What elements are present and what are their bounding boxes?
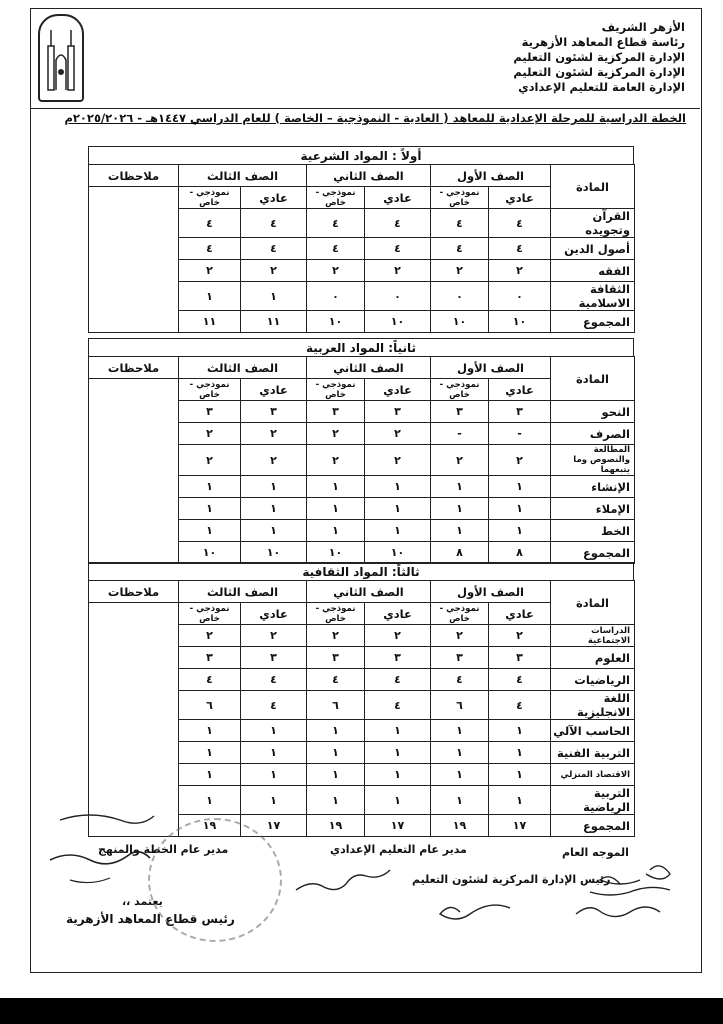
hours-cell: ٤ — [365, 669, 431, 691]
model-private-header: نموذجي - خاص — [431, 379, 489, 401]
grade3-header: الصف الثالث — [179, 357, 307, 379]
hours-cell: ٤ — [489, 669, 551, 691]
subject-cell: التربية الفنية — [551, 742, 635, 764]
hours-cell: ١ — [489, 476, 551, 498]
subject-cell: الثقافة الاسلامية — [551, 282, 635, 311]
hours-cell: ٠ — [365, 282, 431, 311]
hours-cell: ٢ — [365, 260, 431, 282]
study-plan-table — [88, 164, 635, 333]
hours-cell: ٢ — [179, 625, 241, 647]
azhar-logo — [38, 14, 84, 102]
hours-cell: ٤ — [431, 209, 489, 238]
hours-cell: ١ — [431, 720, 489, 742]
hours-cell: ٤ — [489, 209, 551, 238]
plan-director-label: مدير عام الخطة والمنهج — [98, 843, 229, 856]
hours-cell: ١ — [241, 476, 307, 498]
hours-cell: ١٠ — [307, 311, 365, 333]
hours-cell: ٤ — [431, 238, 489, 260]
subject-cell: العلوم — [551, 647, 635, 669]
grade3-header: الصف الثالث — [179, 165, 307, 187]
prep-director-label: مدير عام التعليم الإعدادي — [330, 843, 467, 856]
section-title: ثانياً: المواد العربية — [88, 338, 634, 357]
regular-header: عادي — [489, 603, 551, 625]
subject-cell: التربية الرياضية — [551, 786, 635, 815]
hours-cell: ٤ — [241, 669, 307, 691]
scan-edge-bar — [0, 998, 723, 1024]
hours-cell: ١ — [489, 764, 551, 786]
hours-cell: ١٠ — [365, 542, 431, 564]
hours-cell: ٣ — [489, 401, 551, 423]
hours-cell: ١٠ — [365, 311, 431, 333]
hours-cell: ١ — [179, 764, 241, 786]
hours-cell: - — [431, 423, 489, 445]
subject-cell: الخط — [551, 520, 635, 542]
hours-cell: ٤ — [489, 691, 551, 720]
hours-cell: ١ — [307, 786, 365, 815]
subject-cell: المجموع — [551, 542, 635, 564]
hours-cell: ٨ — [489, 542, 551, 564]
hours-cell: ٤ — [307, 238, 365, 260]
grade1-header: الصف الأول — [431, 165, 551, 187]
hours-cell: ٢ — [489, 445, 551, 476]
regular-header: عادي — [489, 187, 551, 209]
hours-cell: ٣ — [365, 401, 431, 423]
hours-cell: ١ — [431, 520, 489, 542]
study-plan-table — [88, 580, 635, 837]
hours-cell: ٤ — [307, 669, 365, 691]
hours-cell: ٢ — [241, 260, 307, 282]
hours-cell: ١ — [431, 764, 489, 786]
hours-cell: ٦ — [179, 691, 241, 720]
hours-cell: ١ — [179, 476, 241, 498]
hours-cell: ١ — [307, 742, 365, 764]
hours-cell: ١١ — [241, 311, 307, 333]
subject-cell: المجموع — [551, 815, 635, 837]
hours-cell: ١٠ — [489, 311, 551, 333]
hours-cell: ٠ — [307, 282, 365, 311]
handwritten-signature — [290, 860, 400, 900]
hours-cell: ١ — [307, 720, 365, 742]
model-private-header: نموذجي - خاص — [179, 379, 241, 401]
hours-cell: ١٩ — [431, 815, 489, 837]
approve-label: يعتمد ،، — [122, 895, 163, 908]
subject-header: المادة — [551, 581, 635, 625]
general-supervisor-label: الموجه العام — [562, 846, 629, 859]
regular-header: عادي — [365, 603, 431, 625]
model-private-header: نموذجي - خاص — [307, 187, 365, 209]
hours-cell: ١٠ — [431, 311, 489, 333]
header-divider — [30, 108, 700, 109]
subject-cell: الإنشاء — [551, 476, 635, 498]
notes-cell — [89, 379, 179, 564]
hours-cell: ٣ — [307, 647, 365, 669]
hours-cell: ٢ — [307, 445, 365, 476]
hours-cell: ١ — [307, 520, 365, 542]
hours-cell: ١ — [365, 764, 431, 786]
hours-cell: ١ — [489, 498, 551, 520]
hours-cell: ٤ — [365, 209, 431, 238]
hours-cell: ٢ — [179, 423, 241, 445]
hours-cell: ٠ — [431, 282, 489, 311]
header-line: الإدارة العامة للتعليم الإعدادي — [518, 80, 685, 94]
hours-cell: ٤ — [179, 669, 241, 691]
hours-cell: ١ — [307, 498, 365, 520]
subject-cell: الفقه — [551, 260, 635, 282]
hours-cell: ١ — [179, 498, 241, 520]
hours-cell: ١ — [179, 282, 241, 311]
subject-cell: الاقتصاد المنزلي — [551, 764, 635, 786]
central-head-label: رئيس الإدارة المركزية لشئون التعليم — [412, 873, 611, 886]
grade1-header: الصف الأول — [431, 581, 551, 603]
grade2-header: الصف الثاني — [307, 165, 431, 187]
notes-cell — [89, 187, 179, 333]
handwritten-signature — [40, 800, 160, 920]
hours-cell: ١ — [241, 720, 307, 742]
hours-cell: ٤ — [179, 209, 241, 238]
hours-cell: ١٧ — [241, 815, 307, 837]
hours-cell: ٦ — [307, 691, 365, 720]
regular-header: عادي — [241, 603, 307, 625]
hours-cell: ١ — [179, 742, 241, 764]
hours-cell: ٤ — [241, 691, 307, 720]
subject-cell: الحاسب الآلي — [551, 720, 635, 742]
hours-cell: ١ — [431, 476, 489, 498]
hours-cell: ١ — [179, 786, 241, 815]
hours-cell: ٢ — [179, 260, 241, 282]
hours-cell: ١ — [365, 742, 431, 764]
hours-cell: ٨ — [431, 542, 489, 564]
hours-cell: ٠ — [489, 282, 551, 311]
hours-cell: ١ — [489, 520, 551, 542]
hours-cell: ١٠ — [307, 542, 365, 564]
hours-cell: ١ — [489, 720, 551, 742]
subject-cell: الصرف — [551, 423, 635, 445]
notes-header: ملاحظات — [89, 357, 179, 379]
hours-cell: ١ — [241, 764, 307, 786]
model-private-header: نموذجي - خاص — [179, 187, 241, 209]
subject-header: المادة — [551, 165, 635, 209]
subject-cell: الرياضيات — [551, 669, 635, 691]
hours-cell: ٤ — [241, 209, 307, 238]
hours-cell: ٢ — [431, 260, 489, 282]
grade3-header: الصف الثالث — [179, 581, 307, 603]
section-title: ثالثاً: المواد الثقافية — [88, 562, 634, 581]
subject-cell: النحو — [551, 401, 635, 423]
hours-cell: ١ — [365, 498, 431, 520]
hours-cell: ١ — [365, 786, 431, 815]
institution-header — [385, 20, 685, 95]
hours-cell: ٢ — [365, 423, 431, 445]
regular-header: عادي — [241, 379, 307, 401]
regular-header: عادي — [365, 379, 431, 401]
hours-cell: ٦ — [431, 691, 489, 720]
subject-cell: المجموع — [551, 311, 635, 333]
hours-cell: ١١ — [179, 311, 241, 333]
hours-cell: ١ — [241, 786, 307, 815]
notes-header: ملاحظات — [89, 581, 179, 603]
hours-cell: ٤ — [431, 669, 489, 691]
model-private-header: نموذجي - خاص — [431, 187, 489, 209]
hours-cell: ٤ — [241, 238, 307, 260]
hours-cell: ٢ — [307, 260, 365, 282]
hours-cell: ١ — [365, 520, 431, 542]
subject-cell: اللغة الانجليزية — [551, 691, 635, 720]
hours-cell: ١٠ — [241, 542, 307, 564]
notes-header: ملاحظات — [89, 165, 179, 187]
model-private-header: نموذجي - خاص — [307, 379, 365, 401]
hours-cell: ٢ — [365, 625, 431, 647]
grade2-header: الصف الثاني — [307, 581, 431, 603]
hours-cell: ٢ — [489, 260, 551, 282]
hours-cell: ١٩ — [307, 815, 365, 837]
hours-cell: ٣ — [489, 647, 551, 669]
hours-cell: ٣ — [179, 647, 241, 669]
hours-cell: ٤ — [365, 238, 431, 260]
header-line: الإدارة المركزية لشئون التعليم — [513, 65, 685, 79]
hours-cell: ٢ — [365, 445, 431, 476]
hours-cell: ٢ — [241, 625, 307, 647]
hours-cell: ١ — [489, 742, 551, 764]
hours-cell: ٣ — [241, 647, 307, 669]
regular-header: عادي — [365, 187, 431, 209]
sector-head-label: رئيس قطاع المعاهد الأزهرية — [66, 912, 235, 926]
grade2-header: الصف الثاني — [307, 357, 431, 379]
hours-cell: ٤ — [489, 238, 551, 260]
study-plan-table — [88, 356, 635, 564]
hours-cell: ٤ — [307, 209, 365, 238]
subject-cell: المطالعة والنصوص وما يتبعهما — [551, 445, 635, 476]
hours-cell: ١ — [241, 742, 307, 764]
hours-cell: ٣ — [365, 647, 431, 669]
hours-cell: ٣ — [431, 401, 489, 423]
subject-cell: القرآن وتجويده — [551, 209, 635, 238]
regular-header: عادي — [489, 379, 551, 401]
hours-cell: ١٠ — [179, 542, 241, 564]
hours-cell: ١ — [241, 498, 307, 520]
header-line: الإدارة المركزية لشئون التعليم — [513, 50, 685, 64]
hours-cell: ١ — [489, 786, 551, 815]
regular-header: عادي — [241, 187, 307, 209]
hours-cell: ١ — [179, 520, 241, 542]
hours-cell: ٣ — [307, 401, 365, 423]
hours-cell: ١ — [431, 498, 489, 520]
model-private-header: نموذجي - خاص — [179, 603, 241, 625]
section-title: أولاً : المواد الشرعية — [88, 146, 634, 165]
hours-cell: ١ — [307, 476, 365, 498]
header-line: رئاسة قطاع المعاهد الأزهرية — [521, 35, 685, 49]
hours-cell: ٢ — [431, 445, 489, 476]
hours-cell: ٢ — [307, 625, 365, 647]
official-stamp — [148, 818, 282, 942]
model-private-header: نموذجي - خاص — [307, 603, 365, 625]
subject-cell: الإملاء — [551, 498, 635, 520]
hours-cell: ٢ — [241, 423, 307, 445]
header-line: الأزهر الشريف — [601, 20, 685, 34]
hours-cell: ٣ — [241, 401, 307, 423]
hours-cell: ٣ — [179, 401, 241, 423]
handwritten-signature — [540, 850, 690, 930]
subject-header: المادة — [551, 357, 635, 401]
hours-cell: ١ — [431, 786, 489, 815]
handwritten-signature — [420, 896, 520, 936]
hours-cell: ٤ — [365, 691, 431, 720]
document-title: الخطة الدراسية للمرحلة الإعدادية للمعاهد ( العادية - النموذجية – الخاصة ) للعام الدراسي ١٤٤٧هـ - ٢٠٢٥/٢٠٢٦م — [64, 111, 686, 125]
hours-cell: ١ — [241, 282, 307, 311]
hours-cell: ١٧ — [489, 815, 551, 837]
hours-cell: ٢ — [179, 445, 241, 476]
subject-cell: أصول الدين — [551, 238, 635, 260]
model-private-header: نموذجي - خاص — [431, 603, 489, 625]
hours-cell: ٤ — [179, 238, 241, 260]
hours-cell: ٢ — [431, 625, 489, 647]
hours-cell: ١ — [431, 742, 489, 764]
hours-cell: ١٩ — [179, 815, 241, 837]
hours-cell: ١ — [179, 720, 241, 742]
hours-cell: ١ — [365, 476, 431, 498]
hours-cell: ١٧ — [365, 815, 431, 837]
grade1-header: الصف الأول — [431, 357, 551, 379]
hours-cell: ١ — [241, 520, 307, 542]
hours-cell: ٢ — [489, 625, 551, 647]
subject-cell: الدراسات الاجتماعية — [551, 625, 635, 647]
hours-cell: ٢ — [241, 445, 307, 476]
hours-cell: ٣ — [431, 647, 489, 669]
hours-cell: ٢ — [307, 423, 365, 445]
hours-cell: ١ — [307, 764, 365, 786]
hours-cell: ١ — [365, 720, 431, 742]
hours-cell: - — [489, 423, 551, 445]
